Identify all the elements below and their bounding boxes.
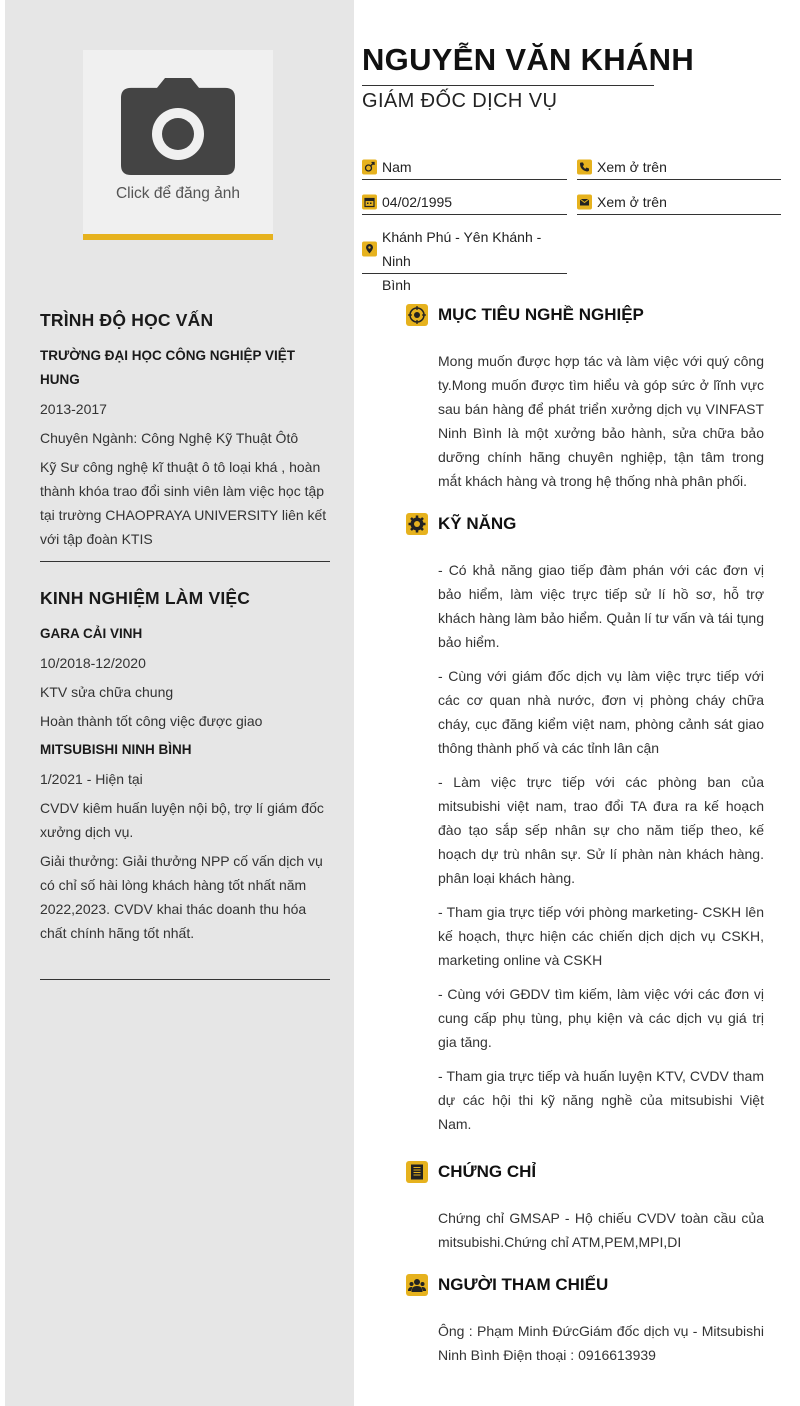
references-text: Ông : Phạm Minh ĐứcGiám đốc dịch vụ - Mitsubishi Ninh Bình Điện thoại : 0916613939	[438, 1323, 764, 1363]
skill-item: - Cùng với GĐDV tìm kiếm, làm việc với các đơn vị cung cấp phụ tùng, phụ kiện và các dịch vụ giá trị gia tăng.	[438, 986, 764, 1050]
objective-text: Mong muốn được hợp tác và làm việc với quý công ty.Mong muốn được tìm hiểu và góp sức ở lĩnh vực sau bán hàng để phát triển xưởng dịch vụ VINFAST Ninh Bình là một xưởng bảo hành, sửa chữa bảo dưỡng chính hãng chuyên nghiệp, tận tâm trong mắt khách hàng và trong hệ thống nhà phân phối.	[438, 353, 764, 489]
camera-icon	[121, 78, 235, 178]
skills-title: KỸ NĂNG	[438, 514, 517, 533]
address-line-2: Bình	[382, 277, 411, 293]
job-role: KTV sửa chữa chung	[40, 684, 174, 700]
skill-item: - Có khả năng giao tiếp đàm phán với các đơn vị bảo hiểm, làm việc trực tiếp sử lí hồ sơ, hỗ trợ khách hàng làm bảo hiểm. Quản lí tư vấn và tái tụng bảo hiểm.	[438, 562, 764, 650]
address-line-1: Khánh Phú - Yên Khánh - Ninh	[382, 229, 542, 269]
job-period: 10/2018-12/2020	[40, 655, 146, 671]
skills-list	[438, 558, 764, 1146]
gender-value: Nam	[382, 159, 412, 175]
candidate-name: NGUYỄN VĂN KHÁNH	[362, 42, 695, 77]
references-title: NGƯỜI THAM CHIẾU	[438, 1275, 609, 1294]
phone-value: Xem ở trên	[597, 159, 667, 175]
skill-item: - Tham gia trực tiếp và huấn luyện KTV, CVDV tham dự các hội thi kỹ năng nghề của mitsubishi Việt Nam.	[438, 1068, 764, 1132]
education-period: 2013-2017	[40, 401, 107, 417]
target-icon	[406, 304, 428, 326]
job-detail: CVDV kiêm huấn luyện nội bộ, trợ lí giám đốc xưởng dịch vụ.	[40, 800, 324, 840]
divider	[40, 979, 330, 980]
name-underline	[362, 85, 654, 86]
mail-icon	[577, 195, 592, 210]
skills-section	[406, 513, 766, 537]
experience-title: KINH NGHIỆM LÀM VIỆC	[40, 588, 251, 608]
document-icon	[406, 1161, 428, 1183]
experience-section	[40, 586, 330, 945]
divider	[40, 561, 330, 562]
birthday-value: 04/02/1995	[382, 194, 453, 210]
email-field	[577, 190, 781, 215]
education-title: TRÌNH ĐỘ HỌC VẤN	[40, 310, 214, 330]
birthday-field	[362, 190, 567, 215]
job-period: 1/2021 - Hiện tại	[40, 771, 143, 787]
skill-item: - Cùng với giám đốc dịch vụ làm việc trực tiếp với các cơ quan nhà nước, đơn vị phòng cháy chữa cháy, cục đăng kiểm việt nam, phòng cảnh sát giao thông thành phố và các tỉnh lân cận	[438, 668, 764, 756]
phone-field	[577, 155, 781, 180]
education-school: TRƯỜNG ĐẠI HỌC CÔNG NGHIỆP VIỆT HUNG	[40, 348, 295, 387]
certificates-title: CHỨNG CHỈ	[438, 1162, 537, 1181]
gender-icon	[362, 160, 377, 175]
references-section	[406, 1274, 766, 1298]
photo-caption: Click để đăng ảnh	[115, 185, 241, 202]
photo-upload[interactable]	[83, 50, 273, 240]
objective-section	[406, 304, 766, 328]
job-company: GARA CẢI VINH	[40, 626, 143, 641]
certificates-section	[406, 1161, 766, 1185]
phone-icon	[577, 160, 592, 175]
people-icon	[406, 1274, 428, 1296]
education-description: Kỹ Sư công nghệ kĩ thuật ô tô loại khá , hoàn thành khóa trao đổi sinh viên làm việc học tập tại trường CHAOPRAYA UNIVERSITY liên kết với tập đoàn KTIS	[40, 459, 327, 547]
calendar-icon	[362, 195, 377, 210]
email-value: Xem ở trên	[597, 194, 667, 210]
address-field	[362, 225, 567, 293]
certificates-text: Chứng chỉ GMSAP - Hộ chiếu CVDV toàn cầu của mitsubishi.Chứng chỉ ATM,PEM,MPI,DI	[438, 1210, 764, 1250]
gear-icon	[406, 513, 428, 535]
job-detail: Hoàn thành tốt công việc được giao	[40, 713, 263, 729]
job-title: GIÁM ĐỐC DỊCH VỤ	[362, 90, 558, 112]
skill-item: - Tham gia trực tiếp với phòng marketing- CSKH lên kế hoạch, thực hiện các chiến dịch dịch vụ CSKH, marketing online và CSKH	[438, 904, 764, 968]
job-detail: Giải thưởng: Giải thưởng NPP cố vấn dịch vụ có chỉ số hài lòng khách hàng tốt nhất năm 2022,2023. CVDV khai thác doanh thu hóa chất chính hãng tốt nhất.	[40, 853, 323, 941]
objective-title: MỤC TIÊU NGHỀ NGHIỆP	[438, 305, 644, 324]
gender-field	[362, 155, 567, 180]
education-section	[40, 308, 330, 551]
skill-item: - Làm việc trực tiếp với các phòng ban của mitsubishi việt nam, trao đổi TA đưa ra kế hoạch đào tạo sắp sếp nhân sự cho năm tiếp theo, kế hoạch dự trù nhân sự. Sử lí phàn nàn khách hàng. phân loại khách hàng.	[438, 774, 764, 886]
education-major: Chuyên Ngành: Công Nghệ Kỹ Thuật Ôtô	[40, 430, 299, 446]
location-pin-icon	[362, 242, 377, 257]
job-company: MITSUBISHI NINH BÌNH	[40, 742, 192, 757]
